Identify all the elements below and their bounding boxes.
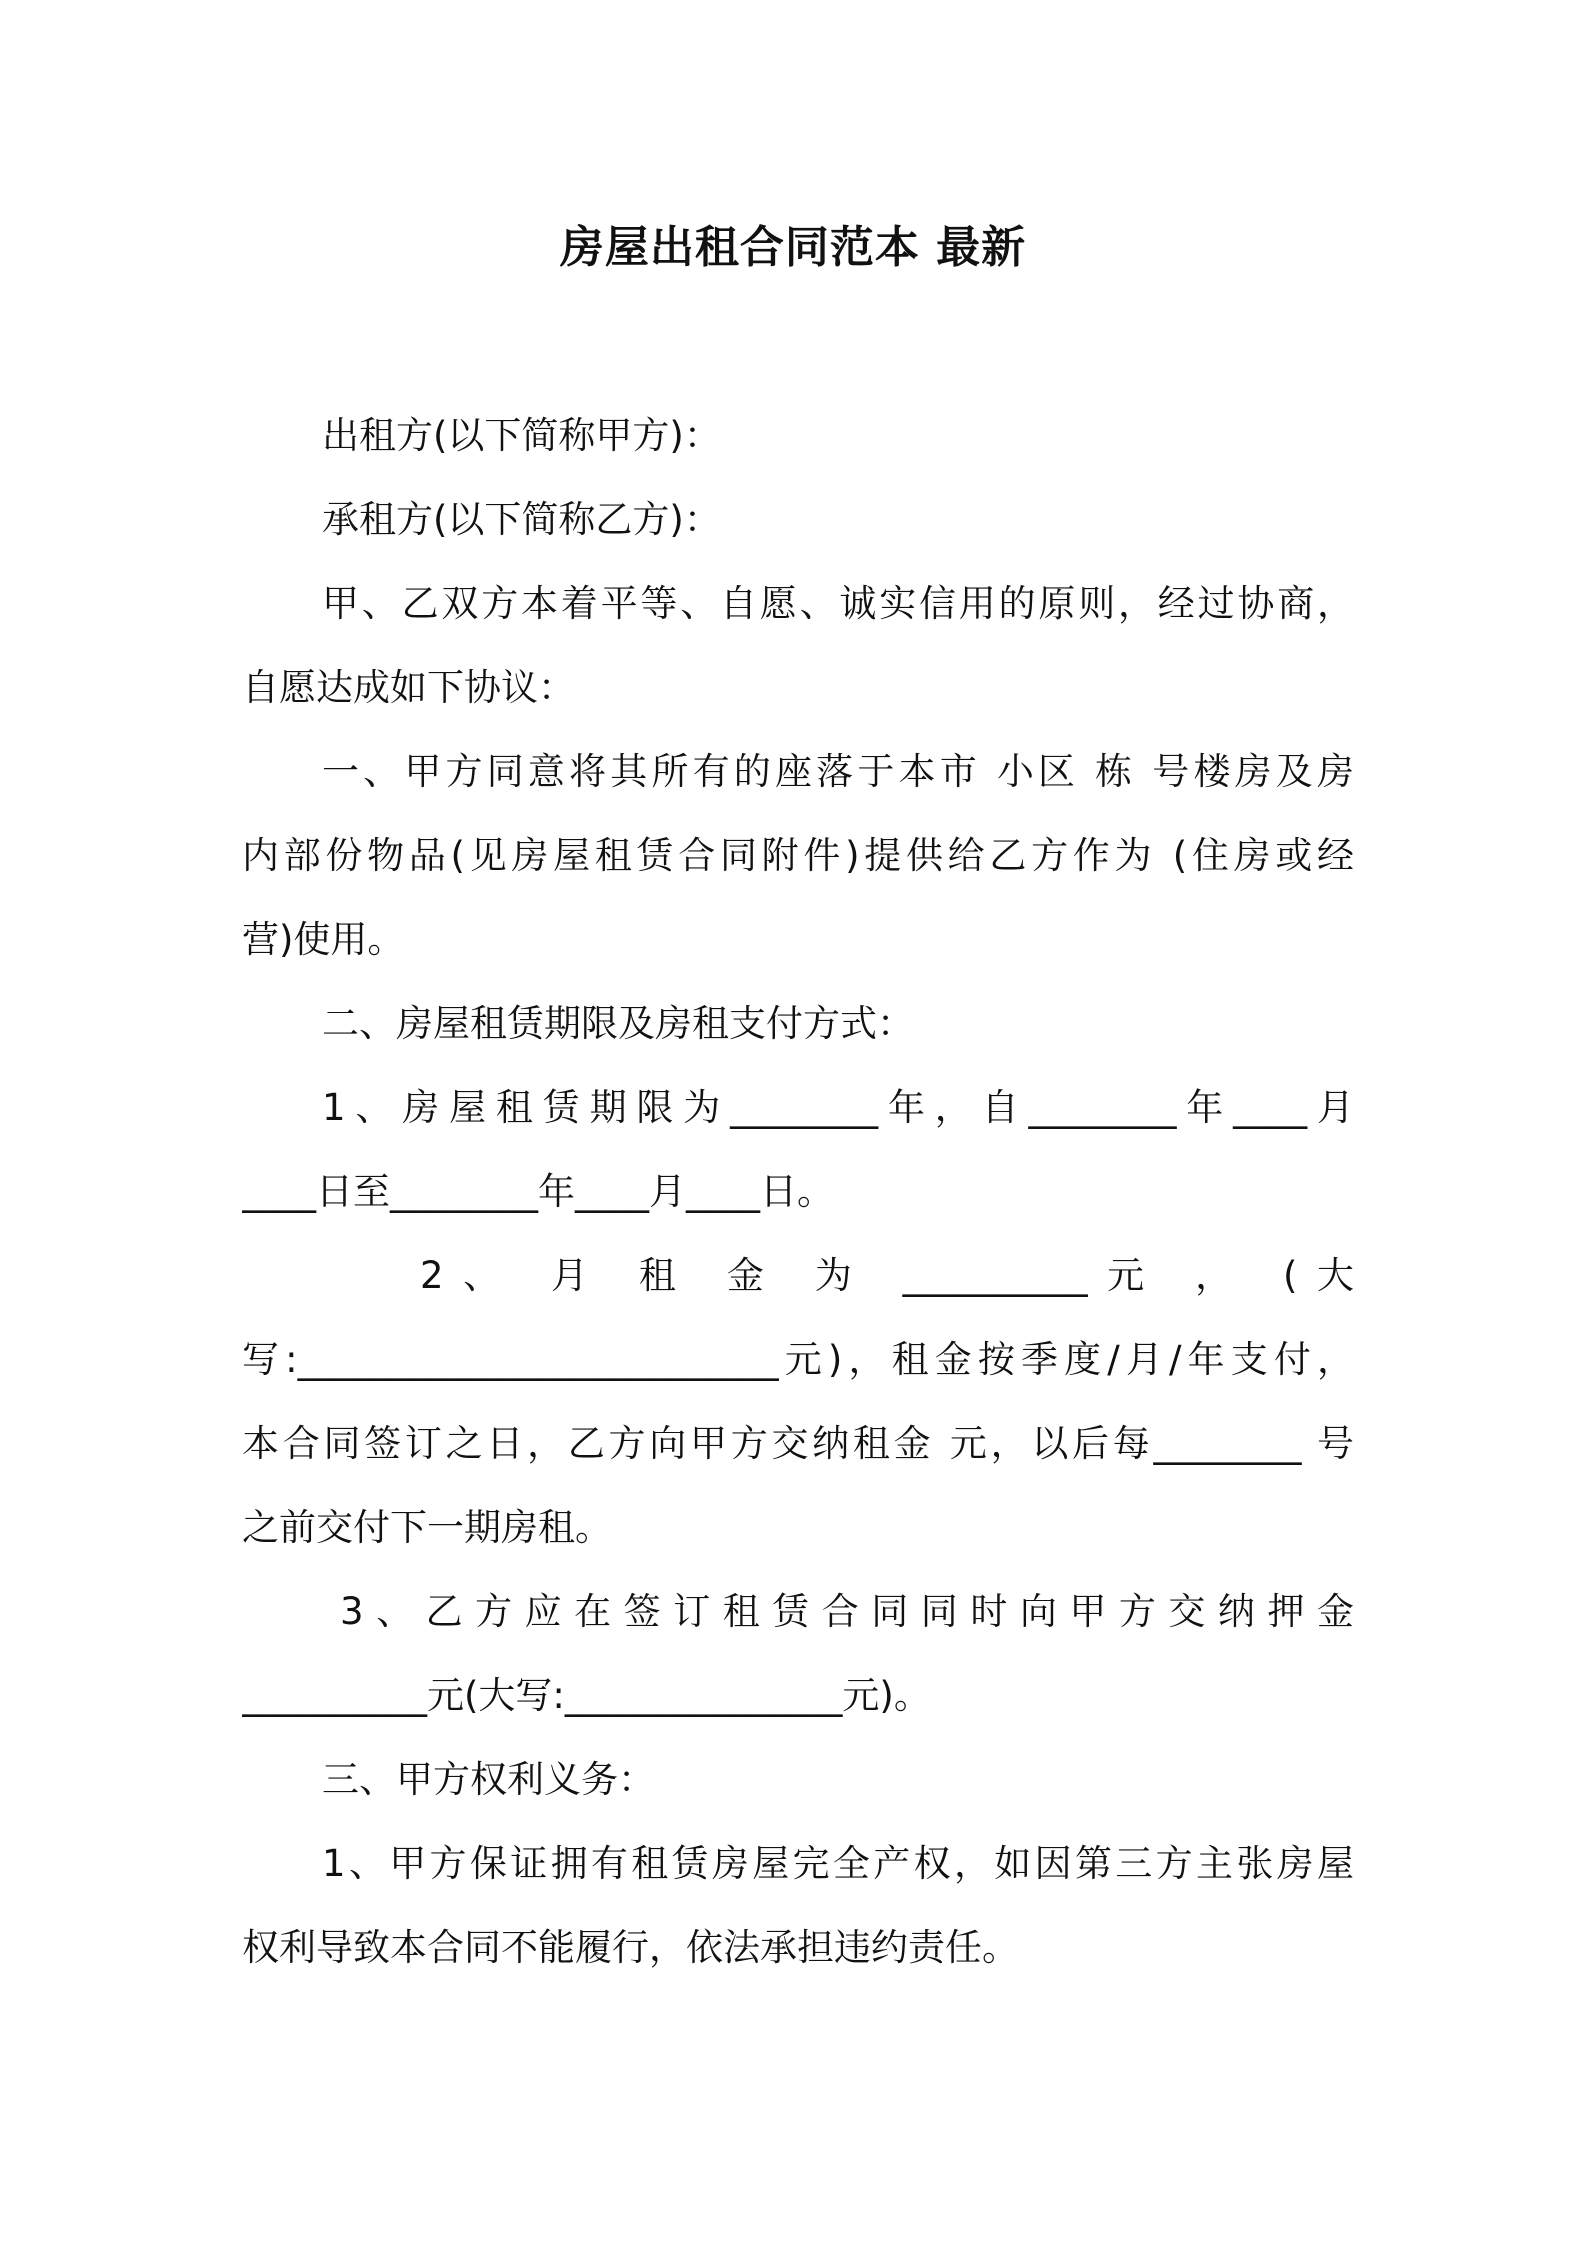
rent-line-1: 2、 月 租 金 为 __________元 ， (大 <box>420 1254 1354 1297</box>
term-line-1: 1、房屋租赁期限为________年，自________年____月 <box>322 1086 1354 1129</box>
term-line-2: ____日至________年____月____日。 <box>242 1170 834 1213</box>
clause-1-line-1: 一、甲方同意将其所有的座落于本市 小区 栋 号楼房及房 <box>322 750 1354 793</box>
lessor-duty-line-2: 权利导致本合同不能履行，依法承担违约责任。 <box>242 1926 1019 1969</box>
clause-1-line-3: 营)使用。 <box>242 918 405 961</box>
clause-3-heading: 三、甲方权利义务： <box>322 1758 655 1801</box>
lessor-line: 出租方(以下简称甲方)： <box>322 414 721 457</box>
clause-2-heading: 二、房屋租赁期限及房租支付方式： <box>322 1002 914 1045</box>
deposit-line-2: __________元(大写:_______________元)。 <box>242 1674 931 1717</box>
rent-line-2: 写:__________________________元)，租金按季度/月/年支付， <box>242 1338 1354 1381</box>
document-title: 房屋出租合同范本 最新 <box>559 222 1027 273</box>
preamble-line-1: 甲、乙双方本着平等、自愿、诚实信用的原则，经过协商， <box>322 582 1354 625</box>
rent-line-3: 本合同签订之日，乙方向甲方交纳租金 元，以后每________ 号 <box>242 1422 1354 1465</box>
deposit-line-1: 3、乙方应在签订租赁合同同时向甲方交纳押金 <box>340 1590 1354 1633</box>
lessor-duty-line-1: 1、甲方保证拥有租赁房屋完全产权，如因第三方主张房屋 <box>322 1842 1354 1885</box>
clause-1-line-2: 内部份物品(见房屋租赁合同附件)提供给乙方作为 (住房或经 <box>242 834 1354 877</box>
rent-line-4: 之前交付下一期房租。 <box>242 1506 612 1549</box>
lessee-line: 承租方(以下简称乙方)： <box>322 498 721 541</box>
preamble-line-2: 自愿达成如下协议： <box>242 666 575 709</box>
